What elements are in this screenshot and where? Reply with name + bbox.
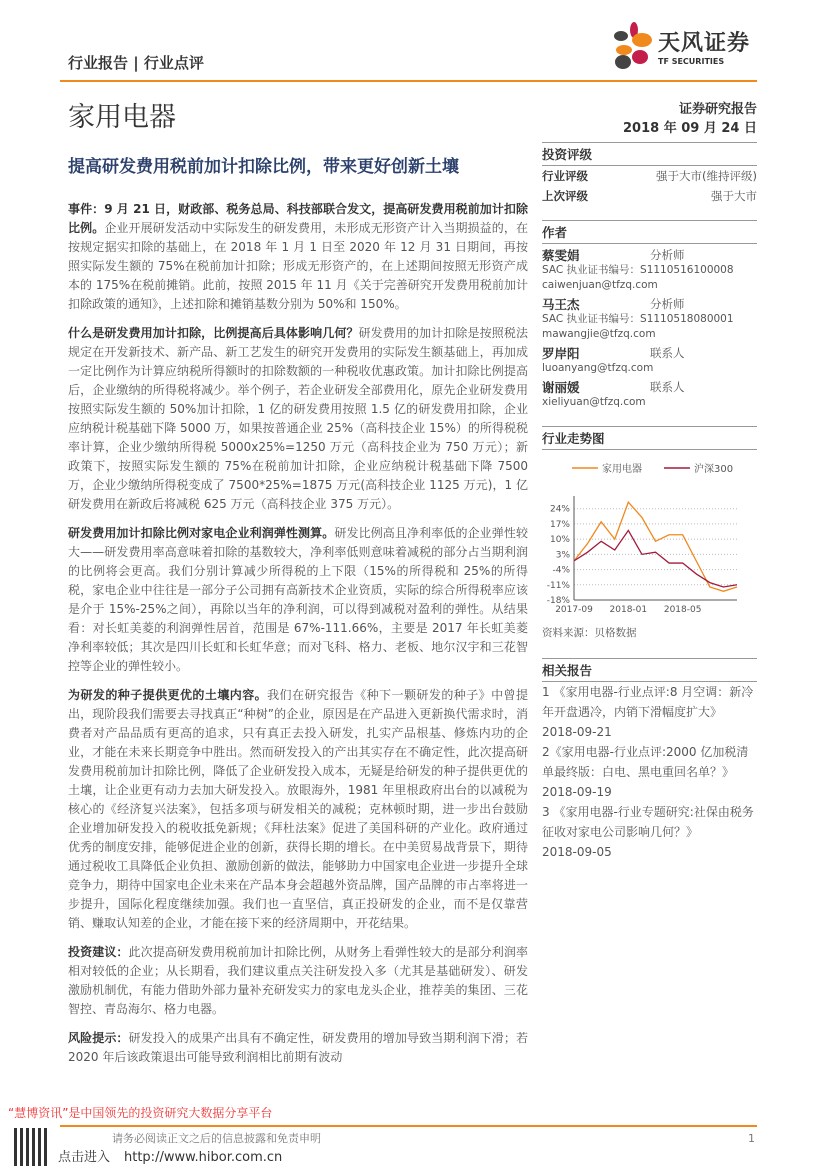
body-paragraph bbox=[68, 200, 528, 314]
author-sac: SAC 执业证书编号：S1110516100008 bbox=[542, 264, 734, 276]
author-role: 分析师 bbox=[650, 297, 685, 311]
authors-section: 作者 bbox=[542, 220, 757, 244]
paragraph-text: 企业开展研发活动中实际发生的研发费用，未形成无形资产计入当期损益的，在按规定据实扣除的基础上，在 2018 年 1 月 1 日至 2020 年 12 月 31 日期间，再按照实际发生额的 75%在税前加计扣除；形成无形资产的，在上述期间按照无形资产成本的 175%在税前摊销。此前，按照 2015 年 11 月《关于完善研究开发费用税前加计扣除政策的通知》，上述扣除和摊销基数分别为 50%和 150%。 bbox=[68, 221, 528, 311]
related-title[interactable]: 1 《家用电器-行业点评:8 月空调：新冷年开盘遇冷，内销下滑幅度扩大》 bbox=[542, 685, 754, 719]
paragraph-text: 我们在研究报告《种下一颗研发的种子》中曾提出，现阶段我们需要去寻找真正“种树”的企业，原因是在产品进入更新换代需求时，消费者对产品品质有更高的追求，只有真正去投入研发，扎实产品根基、修炼内功的企业，才能在未来长期竞争中胜出。然而研发投入的产出其实存在不确定性，此次提高研发费用税前加计扣除比例，降低了企业研发投入成本，无疑是给研发的种子提供更优的土壤，让企业更有动力去加大研发投入。放眼海外，1981 年里根政府出台的以减税为核心的《经济复兴法案》，包括多项与研发相关的减税；克林顿时期，进一步出台鼓励企业增加研发投入的税收抵免新规；《拜杜法案》促进了美国科研的产业化。政府通过优秀的制度安排，能够促进企业的创新，获得长期的增长。在中美贸易战背景下，期待通过税收工具降低企业负担、激励创新的做法，能够助力中国家电企业进一步提升全球竞争力，期待中国家电企业未来在产品本身会超越外资品牌，国产品牌的市占率将进一步提升，国际化程度继续加强。我们也一直坚信，真正投研发的企业，而不是仅靠营销、赚取认知差的企业，才能在接下来的经济周期中，开花结果。 bbox=[68, 688, 528, 930]
footer-url[interactable]: http://www.hibor.com.cn bbox=[124, 1150, 283, 1165]
author-entry bbox=[542, 248, 757, 293]
body-paragraph bbox=[68, 1029, 528, 1067]
report-type: 行业报告 | 行业点评 bbox=[68, 54, 204, 72]
y-tick-label: 3% bbox=[555, 550, 570, 561]
paragraph-text: 此次提高研发费用税前加计扣除比例，从财务上看弹性较大的是部分利润率相对较低的企业；从长期看，我们建议重点关注研发投入多（尤其是基础研发）、研发激励机制优，有能力借助外部力量补充研发实力的家电龙头企业，推荐美的集团、三花智控、青岛海尔、格力电器。 bbox=[68, 945, 528, 1016]
qr-code-icon bbox=[14, 1128, 48, 1166]
brand-cn: 天风证券 bbox=[658, 31, 751, 56]
related-report bbox=[542, 742, 757, 802]
paragraph-lead: 为研发的种子提供更优的土壤内容。 bbox=[68, 688, 268, 702]
related-report bbox=[542, 682, 757, 742]
paragraph-text: 研发比例高且净利率低的企业弹性较大——研发费用率高意味着扣除的基数较大，净利率低则意味着减税的部分占当期利润的比例将会更高。我们分别计算减少所得税的上下限（15%的所得税和 25%的所得税，家电企业中往往是一部分子公司拥有高新技术企业资质，实际的综合所得税率应该是介于 15%-25%之间），再除以当年的净利润，可以得到减税对盈利的弹性。从结果看：对长虹美菱的利润弹性居首，范围是 67%-111.66%，主要是 2017 年长虹美菱净利率较低；其次是四川长虹和长虹华意；而对飞科、格力、老板、地尔汉宇和三花智控等企业的弹性较小。 bbox=[68, 526, 528, 673]
trend-chart bbox=[542, 450, 757, 620]
logo-petals-icon bbox=[612, 22, 652, 70]
author-email: caiwenjuan@tfzq.com bbox=[542, 279, 658, 291]
main-body bbox=[68, 200, 528, 1077]
y-tick-label: -18% bbox=[546, 596, 570, 606]
x-tick-label: 2017-09 bbox=[555, 605, 593, 615]
author-entry bbox=[542, 346, 757, 376]
headline: 提高研发费用税前加计扣除比例，带来更好创新土壤 bbox=[68, 157, 459, 177]
header-divider bbox=[60, 80, 757, 82]
y-tick-label: 17% bbox=[549, 519, 570, 530]
rating-section: 投资评级 bbox=[542, 142, 757, 166]
author-role: 分析师 bbox=[650, 248, 685, 262]
x-tick-label: 2018-05 bbox=[663, 605, 702, 615]
y-tick-label: -4% bbox=[552, 565, 570, 576]
company-logo bbox=[612, 22, 750, 70]
page-title: 家用电器 bbox=[68, 102, 176, 133]
report-date: 2018 年 09 月 24 日 bbox=[623, 121, 757, 136]
related-date: 2018-09-21 bbox=[542, 725, 612, 739]
x-tick-label: 2018-01 bbox=[609, 605, 648, 615]
author-email: luoanyang@tfzq.com bbox=[542, 362, 654, 374]
related-date: 2018-09-05 bbox=[542, 845, 612, 859]
author-role: 联系人 bbox=[650, 346, 685, 360]
paragraph-text: 研发费用的加计扣除是按照税法规定在开发新技术、新产品、新工艺发生的研究开发费用的实际发生额基础上，再加成一定比例作为计算应纳税所得额时的扣除数额的一种税收优惠政策。加计扣除比例提高后，企业缴纳的所得税将减少。举个例子，若企业研发全部费用化，原先企业研发费用按照实际发生额的 50%加计扣除，1 亿的研发费用按照 1.5 亿的研发费用扣除，企业应纳税计税基础下降 5000 万，如果按普通企业 25%（高科技企业 15%）的所得税税率计算，企业少缴纳所得税 5000x25%=1250 万元（高科技企业为 750 万元）；新政策下，按照实际发生额的 75%在税前加计扣除，企业应纳税计税基础下降 7500 万，企业少缴纳所得税变成了 7500*25%=1875 万元(高科技企业 1125 万元)，1 亿研发费用在新政后将减税 625 万元（高科技企业 375 万元）。 bbox=[68, 326, 528, 511]
author-entry bbox=[542, 297, 757, 342]
sidebar bbox=[542, 100, 757, 862]
author-name: 谢丽媛 bbox=[542, 380, 580, 395]
author-header bbox=[542, 248, 757, 263]
y-tick-label: 24% bbox=[549, 504, 570, 515]
trend-section: 行业走势图 bbox=[542, 426, 757, 450]
author-entry bbox=[542, 380, 757, 410]
page-number: 1 bbox=[748, 1132, 755, 1145]
footer-divider bbox=[60, 1125, 757, 1127]
rating-value: 强于大市(维持评级) bbox=[656, 169, 757, 183]
y-tick-label: 10% bbox=[549, 535, 570, 546]
body-paragraph bbox=[68, 324, 528, 514]
rating-label: 行业评级 bbox=[542, 169, 588, 183]
related-title[interactable]: 2《家用电器-行业点评:2000 亿加税清单最终版：白电、黑电重回名单？》 bbox=[542, 745, 749, 779]
related-title[interactable]: 3 《家用电器-行业专题研究:社保由税务征收对家电公司影响几何？》 bbox=[542, 805, 754, 839]
body-paragraph bbox=[68, 943, 528, 1019]
author-email: xieliyuan@tfzq.com bbox=[542, 396, 646, 408]
related-date: 2018-09-19 bbox=[542, 785, 612, 799]
author-header bbox=[542, 346, 757, 361]
author-sac: SAC 执业证书编号：S1110518080001 bbox=[542, 313, 734, 325]
paragraph-lead: 风险提示： bbox=[68, 1031, 129, 1045]
paragraph-lead: 投资建议： bbox=[68, 945, 129, 959]
disclaimer: 请务必阅读正文之后的信息披露和免责申明 bbox=[112, 1132, 321, 1145]
paragraph-lead: 什么是研发费用加计扣除，比例提高后具体影响几何？ bbox=[68, 326, 359, 340]
author-name: 马王杰 bbox=[542, 297, 580, 312]
y-tick-label: -11% bbox=[546, 580, 570, 591]
rating-value: 强于大市 bbox=[711, 189, 757, 203]
author-header bbox=[542, 297, 757, 312]
rating-label: 上次评级 bbox=[542, 189, 588, 203]
legend-label: 沪深300 bbox=[694, 464, 734, 475]
author-name: 罗岸阳 bbox=[542, 346, 580, 361]
chart-source: 资料来源：贝格数据 bbox=[542, 627, 637, 639]
brand-en: TF SECURITIES bbox=[658, 57, 725, 66]
footer-link-label[interactable]: 点击进入 bbox=[58, 1150, 111, 1165]
footer-watermark: “慧博资讯”是中国领先的投资研究大数据分享平台 bbox=[8, 1106, 273, 1120]
legend-label: 家用电器 bbox=[602, 464, 642, 475]
author-email: mawangjie@tfzq.com bbox=[542, 328, 656, 340]
author-name: 蔡雯娟 bbox=[542, 248, 580, 263]
author-header bbox=[542, 380, 757, 395]
body-paragraph bbox=[68, 524, 528, 676]
paragraph-lead: 事件：9 月 21 日，财政部、税务总局、科技部联合发文，提高研发费用税前加计扣除比例。 bbox=[68, 202, 528, 235]
related-report bbox=[542, 802, 757, 862]
paragraph-text: 研发投入的成果产出具有不确定性，研发费用的增加导致当期利润下滑；若 2020 年后该政策退出可能导致利润相比前期有波动 bbox=[68, 1031, 528, 1064]
related-section: 相关报告 bbox=[542, 658, 757, 682]
author-role: 联系人 bbox=[650, 380, 685, 394]
report-label: 证券研究报告 bbox=[678, 102, 757, 117]
paragraph-lead: 研发费用加计扣除比例对家电企业利润弹性测算。 bbox=[68, 526, 335, 540]
body-paragraph bbox=[68, 686, 528, 933]
series-line bbox=[574, 502, 737, 591]
